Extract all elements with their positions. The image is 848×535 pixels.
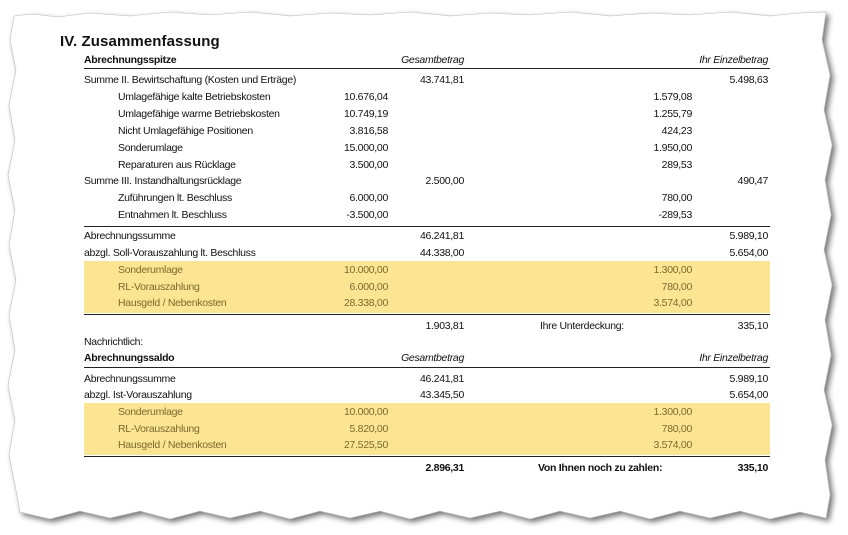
table-row: abzgl. Soll-Vorauszahlung lt. Beschluss 44.338,00 5.654,00 [84,247,768,259]
note-label: Nachrichtlich: [84,336,143,348]
header-label: Abrechnungssaldo [84,352,175,364]
highlight-row: RL-Vorauszahlung 6.000,00 780,00 [118,281,692,293]
table-row: Sonderumlage 15.000,00 1.950,00 [118,142,692,154]
highlight-row: Sonderumlage 10.000,00 1.300,00 [118,264,692,276]
table-row: Entnahmen lt. Beschluss -3.500,00 -289,53 [118,209,692,221]
table-row: Umlagefähige kalte Betriebskosten 10.676,04 1.579,08 [118,91,692,103]
section-title: IV. Zusammenfassung [60,33,220,50]
header-row-abrechnungssaldo [84,350,770,366]
table-row: Zuführungen lt. Beschluss 6.000,00 780,00 [118,192,692,204]
header-row-abrechnungsspitze [84,52,770,68]
table-row: Reparaturen aus Rücklage 3.500,00 289,53 [118,159,692,171]
header-rule [84,367,770,368]
table-row: Nicht Umlagefähige Positionen 3.816,58 424,23 [118,125,692,137]
header-rule [84,68,770,69]
header-col-total: Gesamtbetrag [401,352,464,364]
divider-rule [84,456,770,457]
highlight-row: RL-Vorauszahlung 5.820,00 780,00 [118,423,692,435]
header-col-total: Gesamtbetrag [401,54,464,66]
table-row: Summe II. Bewirtschaftung (Kosten und Erträge) 43.741,81 5.498,63 [84,74,768,86]
header-col-individual: Ihr Einzelbetrag [699,54,768,66]
table-row: Summe III. Instandhaltungsrücklage 2.500,00 490,47 [84,175,768,187]
header-label: Abrechnungsspitze [84,54,177,66]
divider-rule [84,226,770,227]
table-row: abzgl. Ist-Vorauszahlung 43.345,50 5.654,00 [84,389,768,401]
highlight-row: Hausgeld / Nebenkosten 28.338,00 3.574,00 [118,297,692,309]
table-row: Abrechnungssumme 46.241,81 5.989,10 [84,230,768,242]
table-row: Umlagefähige warme Betriebskosten 10.749,19 1.255,79 [118,108,692,120]
result-row-zu-zahlen: 2.896,31 Von Ihnen noch zu zahlen: 335,10 [425,462,768,474]
header-col-individual: Ihr Einzelbetrag [699,352,768,364]
result-row-unterdeckung: 1.903,81 Ihre Unterdeckung: 335,10 [425,320,768,332]
divider-rule [84,314,770,315]
table-row: Abrechnungssumme 46.241,81 5.989,10 [84,373,768,385]
highlight-row: Sonderumlage 10.000,00 1.300,00 [118,406,692,418]
highlight-row: Hausgeld / Nebenkosten 27.525,50 3.574,00 [118,439,692,451]
